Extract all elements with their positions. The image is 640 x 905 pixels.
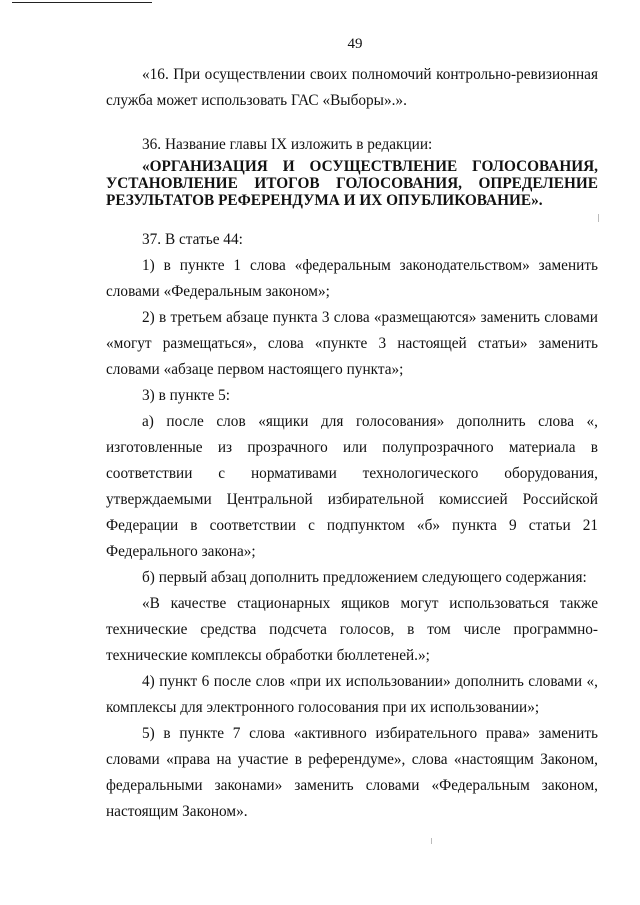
paragraph-subitem-5: 5) в пункте 7 слова «активного избирательного права» заменить словами «права на участие в референдуме», слова «настоящим Законом, федеральными законами» заменить словами «Федеральным законом, настоящим Законом». [106,725,598,820]
paragraph-item-37: 37. В статье 44: [142,231,243,248]
paragraph-point-16: «16. При осуществлении своих полномочий контрольно-ревизионная служба может использовать ГАС «Выборы».». [106,66,598,109]
document-body [106,62,598,825]
scan-artifact [431,838,432,844]
paragraph-subitem-1: 1) в пункте 1 слова «федеральным законодательством» заменить словами «Федеральным законом»; [106,257,598,300]
page-number: 49 [347,36,363,52]
paragraph-item-36: 36. Название главы IX изложить в редакции: [142,136,433,153]
top-rule [12,2,152,3]
paragraph-subitem-3a: а) после слов «ящики для голосования» дополнить слова «, изготовленные из прозрачного или полупрозрачного материала в соответствии с нормативами технологического оборудования, утверждаемыми Центральной избирательной комиссией Российской Федерации в соответствии с подпунктом «б» пункта 9 статьи 21 Федерального закона»; [106,413,598,560]
paragraph-quoted-addition: «В качестве стационарных ящиков могут использоваться также технические средства подсчета голосов, в том числе программно-технические комплексы обработки бюллетеней.»; [106,595,598,664]
paragraph-subitem-4: 4) пункт 6 после слов «при их использовании» дополнить словами «, комплексы для электронного голосования при их использовании»; [106,673,598,716]
chapter-title-heading: «ОРГАНИЗАЦИЯ И ОСУЩЕСТВЛЕНИЕ ГОЛОСОВАНИЯ, УСТАНОВЛЕНИЕ ИТОГОВ ГОЛОСОВАНИЯ, ОПРЕДЕЛЕНИЕ РЕЗУЛЬТАТОВ РЕФЕРЕНДУМА И ИХ ОПУБЛИКОВАНИЕ». [106,158,598,209]
paragraph-subitem-2: 2) в третьем абзаце пункта 3 слова «размещаются» заменить словами «могут размещаться», слова «пункте 3 настоящей статьи» заменить словами «абзаце первом настоящего пункта»; [106,309,598,378]
scan-artifact [598,214,599,222]
paragraph-subitem-3: 3) в пункте 5: [142,387,231,404]
paragraph-subitem-3b: б) первый абзац дополнить предложением следующего содержания: [142,569,587,586]
